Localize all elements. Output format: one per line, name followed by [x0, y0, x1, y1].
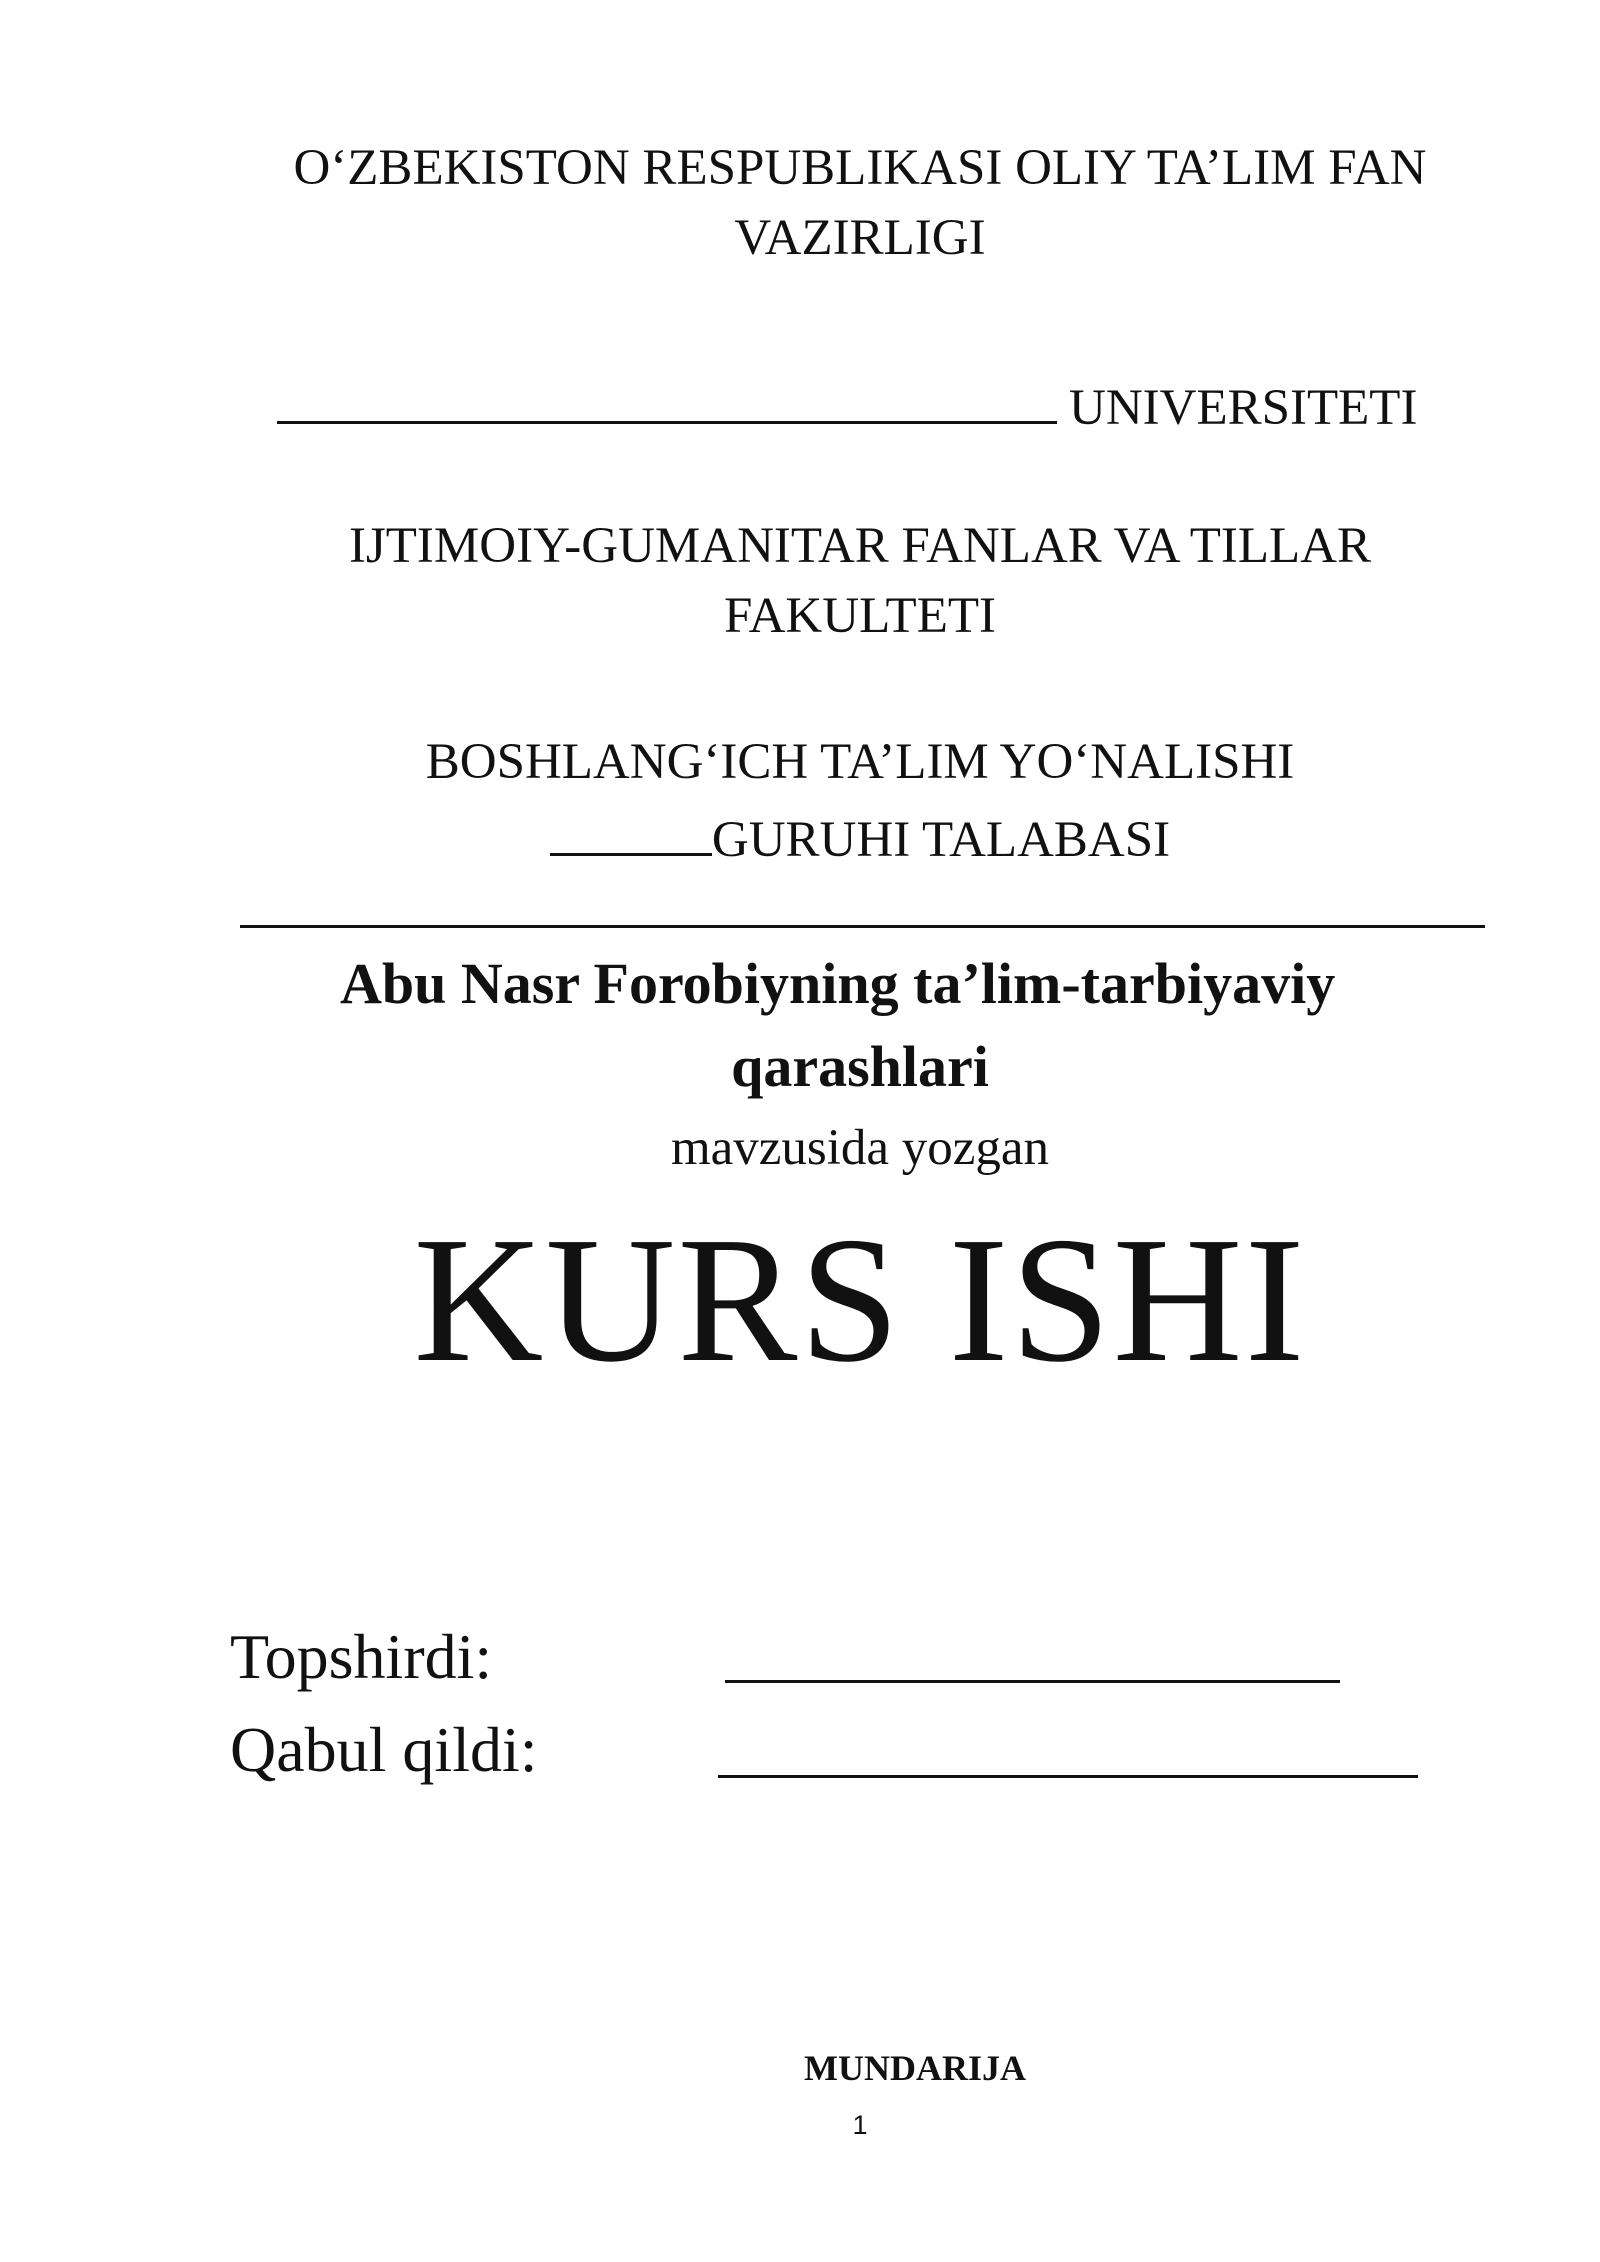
- subject-note: mavzusida yozgan: [670, 1120, 1050, 1176]
- accepted-label: Qabul qildi:: [230, 1714, 538, 1785]
- page-number: 1: [852, 2110, 868, 2140]
- topic-line-2: qarashlari: [731, 1034, 989, 1099]
- direction-line: BOSHLANG‘ICH TA’LIM YO‘NALISHI: [425, 734, 1295, 790]
- contents-heading: MUNDARIJA: [804, 2048, 1026, 2088]
- group-number-blank: [550, 807, 712, 856]
- group-row: [0, 807, 1600, 866]
- university-name-blank: [277, 375, 1057, 424]
- faculty-line-2: FAKULTETI: [724, 588, 996, 644]
- submitted-signature-blank: [725, 1680, 1340, 1683]
- university-suffix: UNIVERSITETI: [1069, 380, 1418, 436]
- ministry-line-2: VAZIRLIGI: [734, 210, 986, 266]
- group-suffix: GURUHI TALABASI: [711, 812, 1171, 868]
- topic-line-1: Abu Nasr Forobiyning ta’lim-tarbiyaviy: [340, 951, 1336, 1016]
- document-type-title: KURS ISHI: [413, 1200, 1307, 1399]
- ministry-line-1: O‘ZBEKISTON RESPUBLIKASI OLIY TA’LIM FAN: [293, 140, 1427, 196]
- university-row: [277, 375, 1507, 435]
- faculty-line-1: IJTIMOIY-GUMANITAR FANLAR VA TILLAR: [348, 518, 1372, 574]
- accepted-signature-blank: [718, 1775, 1418, 1778]
- submitted-label: Topshirdi:: [230, 1621, 493, 1692]
- student-name-blank: [240, 925, 1485, 928]
